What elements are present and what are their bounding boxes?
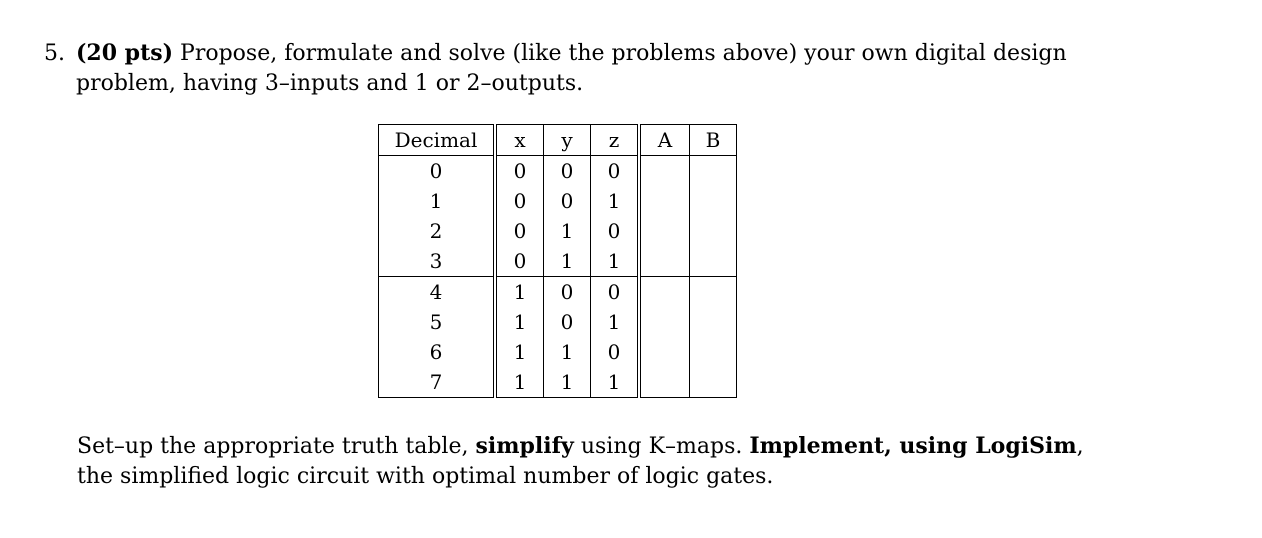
cell-b — [690, 307, 737, 337]
cell-x: 0 — [495, 246, 544, 277]
truth-table-header — [379, 125, 737, 156]
cell-y: 1 — [544, 216, 591, 246]
cell-x: 0 — [495, 186, 544, 216]
instructions-bold-implement: Implement, using LogiSim — [749, 433, 1077, 459]
instructions-text-3: , — [1076, 434, 1084, 459]
header-a: A — [639, 125, 690, 156]
cell-x: 1 — [495, 307, 544, 337]
cell-a — [639, 367, 690, 398]
table-row — [379, 367, 737, 398]
cell-b — [690, 337, 737, 367]
cell-y: 0 — [544, 307, 591, 337]
cell-b — [690, 216, 737, 246]
cell-y: 0 — [544, 277, 591, 308]
cell-decimal: 7 — [379, 367, 496, 398]
cell-decimal: 1 — [379, 186, 496, 216]
cell-x: 1 — [495, 337, 544, 367]
problem-statement — [44, 38, 1124, 99]
cell-z: 1 — [591, 307, 640, 337]
instructions-bold-simplify: simplify — [475, 433, 574, 459]
instructions-paragraph — [77, 431, 1157, 492]
table-row — [379, 216, 737, 246]
cell-a — [639, 186, 690, 216]
problem-line-1 — [44, 38, 1124, 69]
table-row — [379, 246, 737, 277]
cell-b — [690, 246, 737, 277]
cell-a — [639, 156, 690, 187]
cell-x: 0 — [495, 216, 544, 246]
header-decimal: Decimal — [379, 125, 496, 156]
cell-decimal: 4 — [379, 277, 496, 308]
cell-a — [639, 277, 690, 308]
cell-a — [639, 337, 690, 367]
cell-decimal: 2 — [379, 216, 496, 246]
cell-decimal: 0 — [379, 156, 496, 187]
cell-a — [639, 307, 690, 337]
problem-text-line-1: Propose, formulate and solve (like the problems above) your own digital design — [173, 41, 1067, 66]
cell-a — [639, 216, 690, 246]
cell-y: 1 — [544, 367, 591, 398]
cell-b — [690, 367, 737, 398]
problem-number: 5. — [44, 41, 65, 66]
table-row — [379, 337, 737, 367]
header-y: y — [544, 125, 591, 156]
cell-x: 0 — [495, 156, 544, 187]
cell-b — [690, 186, 737, 216]
instructions-line-2: the simplified logic circuit with optimal number of logic gates. — [77, 464, 774, 489]
cell-z: 0 — [591, 337, 640, 367]
table-row — [379, 277, 737, 308]
cell-x: 1 — [495, 367, 544, 398]
table-row — [379, 186, 737, 216]
cell-decimal: 3 — [379, 246, 496, 277]
cell-y: 0 — [544, 186, 591, 216]
table-row — [379, 307, 737, 337]
cell-b — [690, 156, 737, 187]
cell-a — [639, 246, 690, 277]
cell-x: 1 — [495, 277, 544, 308]
cell-z: 1 — [591, 186, 640, 216]
instructions-text-1: Set–up the appropriate truth table, — [77, 434, 476, 459]
cell-y: 0 — [544, 156, 591, 187]
truth-table — [378, 124, 737, 398]
cell-y: 1 — [544, 337, 591, 367]
cell-z: 0 — [591, 277, 640, 308]
table-row — [379, 156, 737, 187]
problem-points: (20 pts) — [76, 40, 174, 66]
cell-z: 1 — [591, 367, 640, 398]
cell-decimal: 6 — [379, 337, 496, 367]
cell-z: 0 — [591, 216, 640, 246]
problem-text-line-2: problem, having 3–inputs and 1 or 2–outputs. — [76, 71, 584, 96]
header-b: B — [690, 125, 737, 156]
cell-z: 1 — [591, 246, 640, 277]
header-x: x — [495, 125, 544, 156]
cell-decimal: 5 — [379, 307, 496, 337]
instructions-text-2: using K–maps. — [573, 434, 750, 459]
cell-y: 1 — [544, 246, 591, 277]
cell-b — [690, 277, 737, 308]
cell-z: 0 — [591, 156, 640, 187]
header-z: z — [591, 125, 640, 156]
instructions-line-1 — [77, 431, 1157, 462]
